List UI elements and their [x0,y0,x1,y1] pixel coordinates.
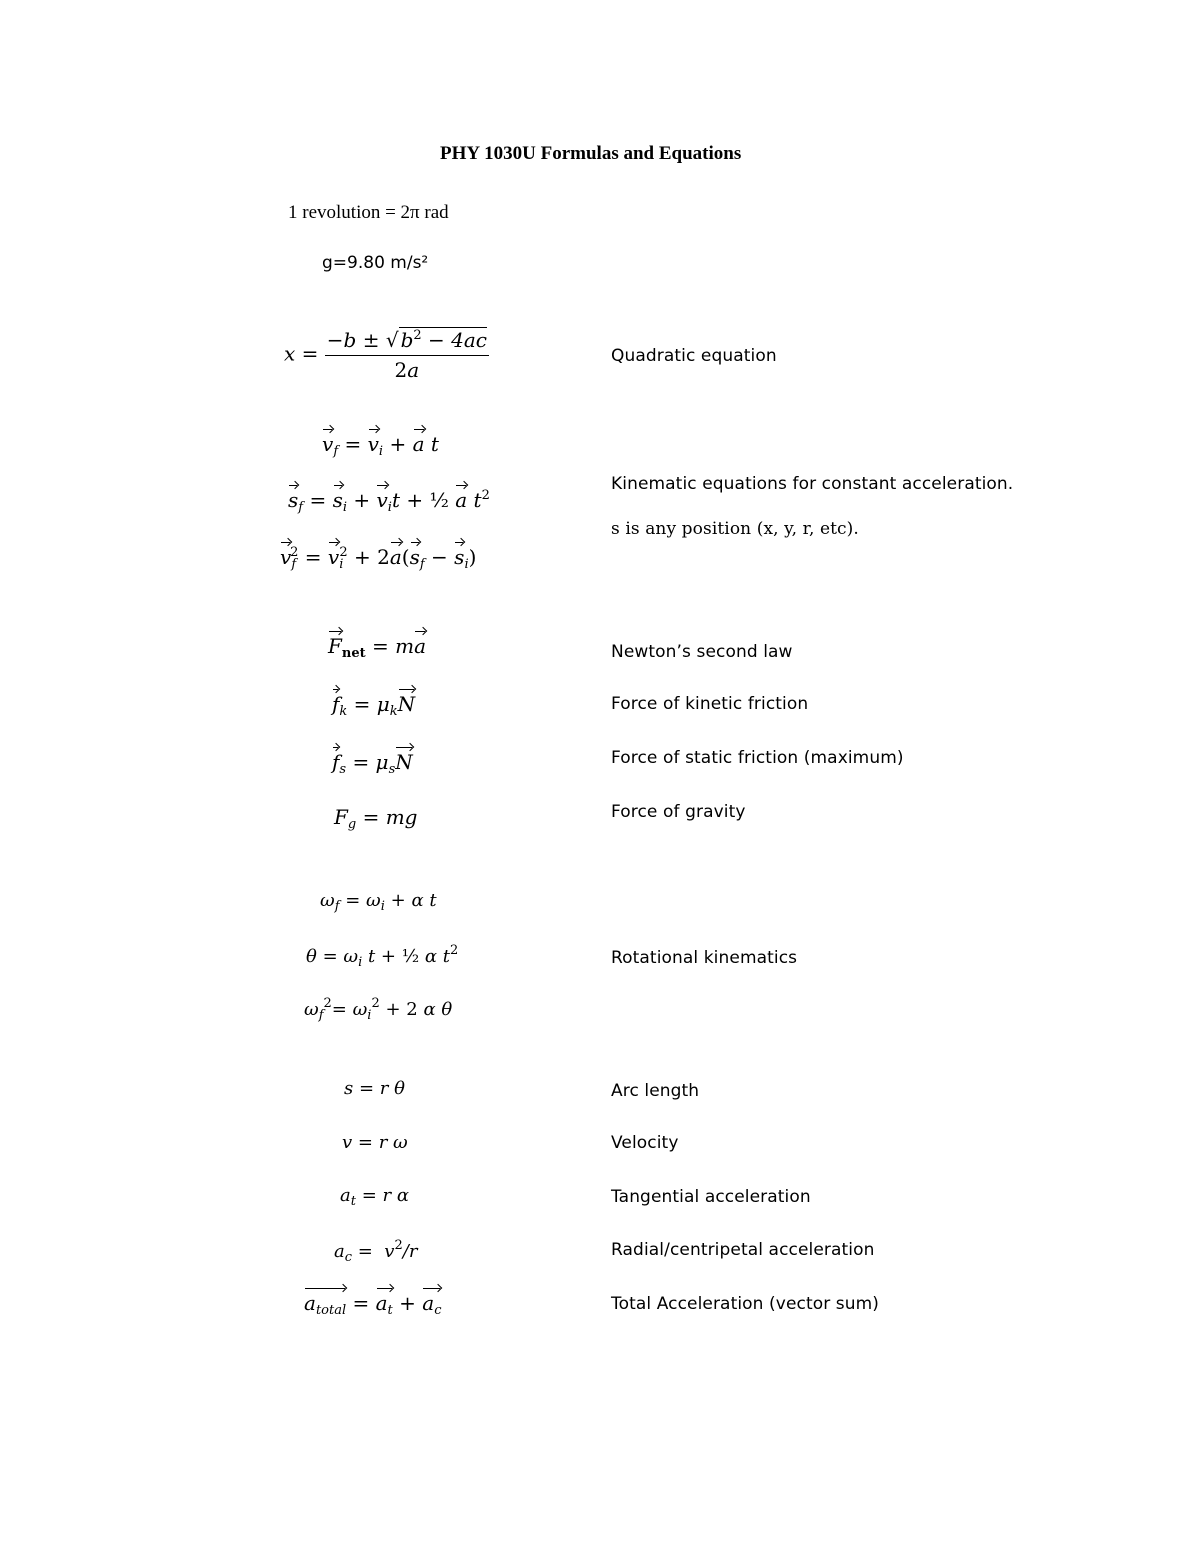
quadratic-label: Quadratic equation [611,346,777,366]
kinetic-friction-label: Force of kinetic friction [611,694,809,714]
kinematic-equation-velocity: $v_f = v_i + a$ t [322,432,439,459]
total-acceleration-equation: $a_{total} = a_t + a_c$ [304,1291,442,1318]
kinematic-note: s is any position (x, y, r, etc). [611,519,859,539]
rotational-equation-2: $\theta = \omega_i$ t + ½ α $t^2$ [306,943,459,970]
tangential-acceleration-label: Tangential acceleration [611,1187,811,1207]
revolution-constant: 1 revolution = 2π rad [288,202,449,223]
velocity-equation: v = r ω [342,1132,408,1153]
kinematic-equation-velocity-squared: $v_f^2 = v_i^2 + 2a(s_f - s_i)$ [280,545,477,572]
kinematic-equation-position: $s_f = s_i + v_it$ + ½ a $t^2$ [288,488,490,515]
gravity-force-equation: $F_g$ = mg [334,805,418,832]
arc-length-equation: s = r θ [344,1078,405,1099]
velocity-label: Velocity [611,1133,679,1153]
newton-label: Newton’s second law [611,642,793,662]
kinematic-label: Kinematic equations for constant acceleration. [611,474,1014,494]
page-title: PHY 1030U Formulas and Equations [440,143,742,164]
gravity-constant: g=9.80 m/s² [322,253,429,273]
arc-length-label: Arc length [611,1081,700,1101]
newton-second-law: $F_{net}$ = ma [328,634,427,661]
gravity-force-label: Force of gravity [611,802,746,822]
quadratic-formula: x = $\frac{-b \pm √ b^2 - 4ac}{2a}$ [284,328,488,382]
rotational-equation-3: $\omega_f^2= \omega_i^2 + 2$ α θ [304,996,453,1023]
static-friction-label: Force of static friction (maximum) [611,748,904,768]
tangential-acceleration-equation: $a_t = r$ α [340,1185,409,1209]
radial-acceleration-equation: $a_c = v^2/r$ [334,1238,418,1265]
rotational-label: Rotational kinematics [611,948,798,968]
kinetic-friction-equation: $f_k = \mu_kN$ [332,692,416,719]
radial-acceleration-label: Radial/centripetal acceleration [611,1240,875,1260]
rotational-equation-1: $\omega_f = \omega_i + \alpha$ t [320,890,437,914]
total-acceleration-label: Total Acceleration (vector sum) [611,1294,880,1314]
static-friction-equation: $f_s = \mu_sN$ [332,750,413,777]
